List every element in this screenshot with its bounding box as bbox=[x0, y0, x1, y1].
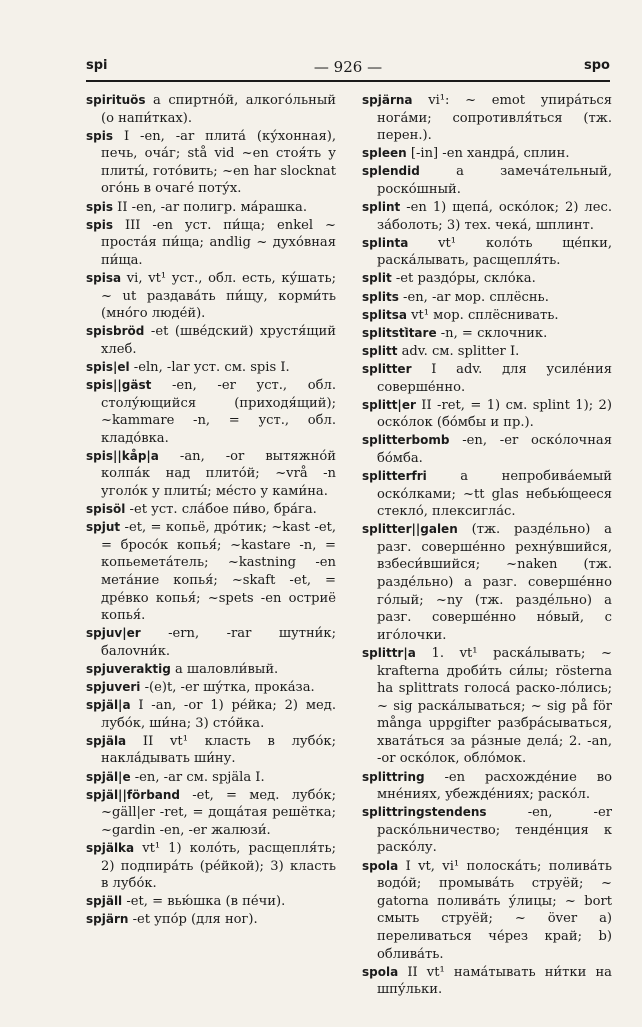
dictionary-entry bbox=[86, 840, 336, 893]
entry-headword: spis||gäst bbox=[86, 378, 152, 392]
entry-headword: spirituös bbox=[86, 93, 146, 107]
dictionary-entry bbox=[86, 625, 336, 660]
entry-headword: spisa bbox=[86, 270, 122, 285]
entry-headword: splinta bbox=[362, 235, 409, 250]
entry-definition: vi, vt¹ уст., обл. есть, ку́шать; ~ ut раздава́ть пи́щу, корми́ть (мно́го люде́й). bbox=[101, 270, 336, 322]
entry-definition: -en, -ar мор. сплёснь. bbox=[403, 289, 549, 305]
entry-definition: vt¹ мор. сплёснивать. bbox=[411, 307, 559, 323]
entry-definition: -en, -er оско́лочная бо́мба. bbox=[377, 433, 612, 466]
entry-headword: splittringstendens bbox=[362, 805, 487, 820]
dictionary-entry bbox=[362, 521, 612, 644]
entry-headword: spjärna bbox=[362, 93, 413, 107]
entry-headword: spjut bbox=[86, 520, 121, 535]
entry-headword: splitterbomb bbox=[362, 433, 450, 448]
entry-definition: I -an, -or 1) ре́йка; 2) мед. лубо́к, ши́на; 3) сто́йка. bbox=[101, 698, 336, 731]
dictionary-entry bbox=[86, 733, 336, 768]
entry-headword: splitter bbox=[362, 361, 412, 376]
entry-headword: spisbröd bbox=[86, 324, 145, 339]
dictionary-entry bbox=[362, 307, 612, 325]
dictionary-entry bbox=[362, 163, 612, 198]
entry-definition: -an, -or вытяжно́й колпа́к над плито́й; ~vrå -n уголо́к у плиты́; ме́сто у ками́на. bbox=[101, 448, 336, 500]
entry-headword: splitt|er bbox=[362, 397, 416, 412]
entry-headword: spola bbox=[362, 858, 399, 873]
entry-headword: spjuveraktig bbox=[86, 662, 171, 676]
entry-definition: -et упо́р (для ног). bbox=[132, 912, 258, 928]
entry-headword: split bbox=[362, 271, 392, 286]
dictionary-entry bbox=[86, 448, 336, 501]
entry-definition: I adv. для усиле́ния соверше́нно. bbox=[377, 361, 612, 395]
dictionary-entry bbox=[362, 964, 612, 999]
entry-headword: splint bbox=[362, 200, 401, 215]
entry-definition: vt¹ 1) коло́ть, расщепля́ть; 2) подпира́ть (ре́йкой); 3) класть в лубо́к. bbox=[101, 840, 336, 892]
entry-headword: spjuv|er bbox=[86, 626, 141, 641]
dictionary-entry bbox=[86, 501, 336, 519]
entry-definition: vt¹ коло́ть ще́пки, раска́лывать, расщепля́ть. bbox=[377, 235, 612, 269]
dictionary-entry bbox=[362, 645, 612, 768]
entry-headword: spjäla bbox=[86, 733, 127, 748]
entry-definition: II -ret, = 1) см. splint 1); 2) оско́лок (бо́мбы и пр.). bbox=[377, 397, 612, 431]
entry-headword: spjäl||förband bbox=[86, 787, 181, 802]
entry-headword: spis||kåp|a bbox=[86, 448, 159, 463]
entry-headword: splittring bbox=[362, 769, 425, 784]
entry-headword: splitter||galen bbox=[362, 522, 458, 537]
entry-definition: adv. см. splitter I. bbox=[401, 343, 520, 359]
dictionary-entry bbox=[86, 92, 336, 127]
entry-definition: -en, -er раско́льничество; тенде́нция к раско́лу. bbox=[377, 805, 612, 856]
entry-definition: -et уст. сла́бое пи́во, бра́га. bbox=[129, 502, 317, 518]
dictionary-entry bbox=[362, 235, 612, 270]
entry-definition: -et, = копьё, дро́тик; ~kast -et, = бросо́к копья́; ~kastare -n, = копьемета́тель; ~kastning -en мета́ние копья́; ~skaft -et, = дре́вко копья́; ~spets -en остриё копья́. bbox=[101, 520, 336, 624]
entry-headword: spis bbox=[86, 199, 113, 214]
entry-headword: splittr|a bbox=[362, 645, 416, 660]
entry-definition: -en, -ar см. spjäla I. bbox=[134, 769, 265, 785]
entry-headword: spjäl|a bbox=[86, 698, 131, 713]
dictionary-entry bbox=[362, 343, 612, 361]
dictionary-entry bbox=[86, 697, 336, 732]
entry-definition: I -en, -ar плита́ (ку́хонная), печь, оча́г; stå vid ~en стоя́ть у плиты́, гото́вить; ~en har slocknat ого́нь в очаге́ поту́х. bbox=[101, 128, 336, 197]
dictionary-entry bbox=[362, 92, 612, 145]
entry-definition: -en 1) щепа́, оско́лок; 2) лес. за́болоть; 3) тех. чека́, шплинт. bbox=[377, 200, 612, 233]
entry-headword: spjälka bbox=[86, 840, 135, 855]
entry-definition: -eln, -lar уст. см. spis I. bbox=[133, 359, 290, 375]
guide-word-left: spi bbox=[86, 58, 108, 73]
entry-headword: splitterfri bbox=[362, 468, 427, 483]
entry-definition: -et раздо́ры, скло́ка. bbox=[395, 271, 536, 287]
entry-definition: a непробива́емый оско́лками; ~tt glas небью́щееся стекло́, плексигла́с. bbox=[377, 468, 612, 520]
dictionary-entry bbox=[362, 804, 612, 857]
entry-headword: spola bbox=[362, 964, 399, 979]
page-number: — 926 — bbox=[313, 58, 383, 76]
dictionary-entry bbox=[362, 432, 612, 467]
dictionary-entry bbox=[86, 377, 336, 447]
entry-definition: a замеча́тельный, роско́шный. bbox=[377, 164, 612, 197]
entry-headword: spjärn bbox=[86, 912, 129, 927]
dictionary-entry bbox=[86, 519, 336, 625]
entry-definition: -et, = мед. лубо́к; ~gäll|er -ret, = доща́тая решётка; ~gardin -en, -er жалюзи́. bbox=[101, 787, 336, 838]
dictionary-entry bbox=[86, 679, 336, 697]
dictionary-entry bbox=[86, 128, 336, 198]
entry-headword: spisöl bbox=[86, 502, 126, 517]
dictionary-entry bbox=[362, 361, 612, 396]
dictionary-entry bbox=[86, 787, 336, 840]
entry-definition: -(e)t, -er шу́тка, прока́за. bbox=[144, 680, 315, 696]
entry-definition: [-in] -en хандра́, сплин. bbox=[410, 146, 570, 162]
entry-definition: II vt¹ класть в лубо́к; накла́дывать ши́ну. bbox=[101, 733, 336, 767]
right-column bbox=[362, 92, 612, 999]
entry-definition: vi¹: ~ emot упира́ться нога́ми; сопротивля́ться (тж. перен.). bbox=[377, 93, 613, 144]
dictionary-entry bbox=[86, 893, 336, 911]
dictionary-entry bbox=[86, 199, 336, 217]
entry-definition: III -en уст. пи́ща; enkel ~ проста́я пи́ща; andlig ~ духо́вная пи́ща. bbox=[101, 217, 336, 268]
dictionary-entry bbox=[86, 270, 336, 323]
entry-headword: spjäl|e bbox=[86, 769, 131, 784]
entry-definition: -n, = склочник. bbox=[440, 325, 548, 341]
left-column bbox=[86, 92, 336, 929]
dictionary-entry bbox=[362, 325, 612, 343]
entry-definition: -et (шве́дский) хрустя́щий хлеб. bbox=[101, 324, 336, 357]
entry-definition: I vt, vi¹ полоска́ть; полива́ть водо́й; промыва́ть струёй; ~ gatorna полива́ть у́лицы; ~ bort смыть струёй; ~ över a) переливаться че́рез край; b) облива́ть. bbox=[377, 858, 612, 962]
guide-word-right: spo bbox=[584, 58, 610, 73]
entry-definition: 1. vt¹ раска́лывать; ~ krafterna дроби́ть си́лы; rösterna ha splittrats голоса́ раско-ло́лись; ~ sig раска́лываться; ~ sig på för många uppgifter разбра́сываться, хвата́ться за ра́зные дела́; 2. -an, -or оско́лок, обло́мок. bbox=[377, 645, 612, 767]
entry-headword: splits bbox=[362, 289, 399, 304]
entry-definition: -ern, -rar шутни́к; балovни́к. bbox=[101, 626, 336, 659]
entry-headword: spjäll bbox=[86, 894, 123, 909]
entry-definition: II -en, -ar полигр. ма́рашка. bbox=[117, 199, 307, 215]
entry-headword: splendid bbox=[362, 164, 420, 179]
dictionary-entry bbox=[86, 769, 336, 787]
dictionary-entry bbox=[362, 289, 612, 307]
entry-definition: II vt¹ нама́тывать ни́тки на шпу́льки. bbox=[377, 964, 612, 998]
dictionary-entry bbox=[86, 323, 336, 358]
page-header bbox=[86, 58, 610, 80]
entry-definition: (тж. разде́льно) a разг. соверше́нно рехну́вшийся, взбеси́вшийся; ~naken (тж. разде́льно) a разг. соверше́нно го́лый; ~ny (тж. разде́льно) a разг. соверше́нно но́вый, с иго́лочки. bbox=[377, 522, 612, 643]
dictionary-entry bbox=[362, 145, 612, 163]
entry-headword: splitt bbox=[362, 343, 398, 358]
entry-headword: spjuveri bbox=[86, 680, 141, 695]
dictionary-entry bbox=[362, 270, 612, 288]
dictionary-entry bbox=[86, 217, 336, 270]
header-rule bbox=[86, 80, 610, 82]
dictionary-entry bbox=[86, 911, 336, 929]
entry-definition: a шаловли́вый. bbox=[174, 662, 279, 677]
entry-headword: spleen bbox=[362, 146, 407, 161]
entry-definition: -et, = вью́шка (в пе́чи). bbox=[126, 894, 286, 910]
dictionary-entry bbox=[362, 199, 612, 234]
dictionary-entry bbox=[362, 468, 612, 521]
entry-definition: a спиртно́й, алкого́льный (о напи́тках). bbox=[101, 93, 336, 126]
entry-definition: -en расхожде́ние во мне́ниях, убежде́ниях; раско́л. bbox=[377, 769, 612, 803]
entry-definition: -en, -er уст., обл. столу́ющийся (приходя́щий); ~kammare -n, = уст., обл. кладо́вка. bbox=[101, 378, 336, 446]
dictionary-entry bbox=[362, 858, 612, 964]
dictionary-entry bbox=[362, 397, 612, 432]
dictionary-entry bbox=[362, 769, 612, 804]
dictionary-entry bbox=[86, 359, 336, 377]
entry-headword: spis bbox=[86, 217, 113, 232]
entry-headword: spis|el bbox=[86, 359, 130, 374]
entry-headword: splitsa bbox=[362, 307, 407, 322]
entry-headword: spis bbox=[86, 128, 113, 143]
entry-headword: splitsti̇̀tare bbox=[362, 325, 437, 340]
dictionary-entry bbox=[86, 661, 336, 679]
